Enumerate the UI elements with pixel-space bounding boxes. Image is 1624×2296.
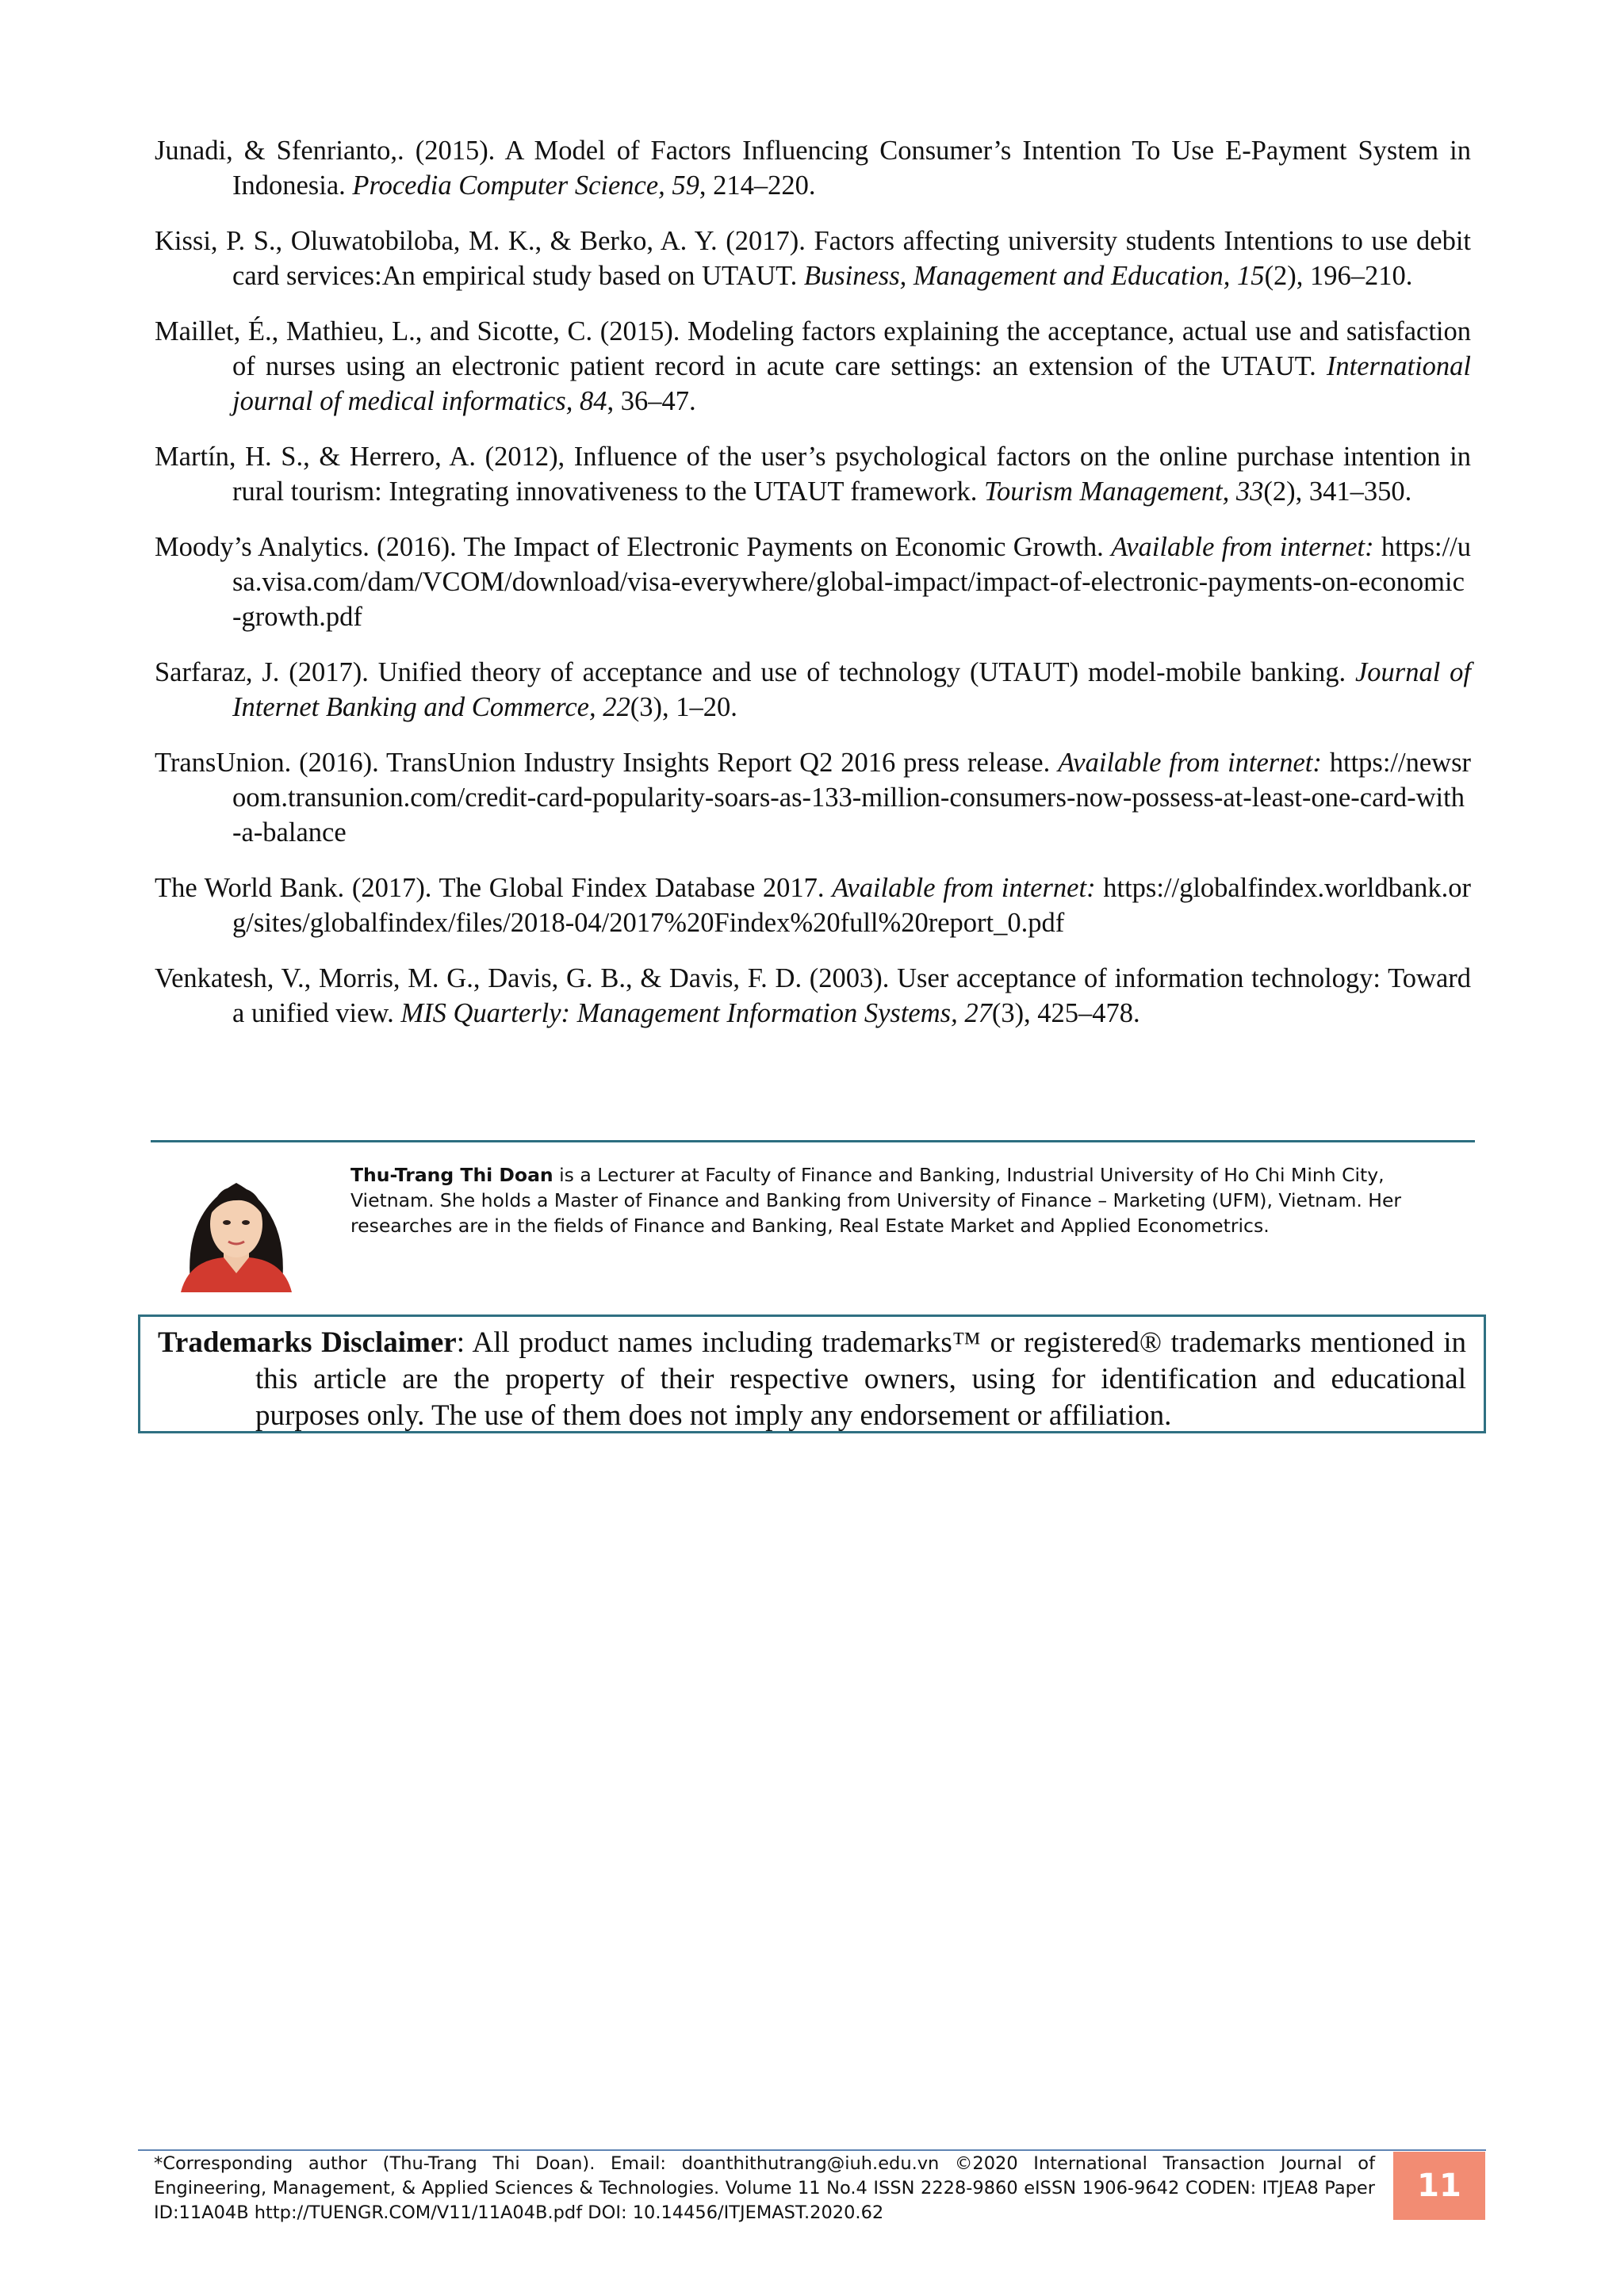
reference-url[interactable]: https://newsroom.transunion.com/credit-card-popularity-soars-as-133-million-consumers-now-possess-at-least-one-card-with-a-balance: [232, 748, 1471, 848]
reference-entry: Moody’s Analytics. (2016). The Impact of Electronic Payments on Economic Growth. Available from internet: https://usa.visa.com/dam/VCOM/download/visa-everywhere/global-impact/impact-of-electronic-payments-on-economic-growth.pdf: [155, 532, 1472, 632]
reference-entry: Sarfaraz, J. (2017). Unified theory of acceptance and use of technology (UTAUT) model-mobile banking. Journal of Internet Banking and Commerce, 22(3), 1–20.: [155, 657, 1471, 722]
footer-text: *Corresponding author (Thu-Trang Thi Doan). Email: doanthithutrang@iuh.edu.vn ©2020 International Transaction Journal of Engineering, Management, & Applied Sciences & Technologies. Volume 11 No.4 ISSN 2228-9860 eISSN 1906-9642 CODEN: ITJEA8 Paper ID:11A04B http://TUENGR.COM/V11/11A04B.pdf DOI: 10.14456/ITJEMAST.2020.62: [154, 2153, 1375, 2223]
reference-entry: Maillet, É., Mathieu, L., and Sicotte, C. (2015). Modeling factors explaining the acceptance, actual use and satisfaction of nurses using an electronic patient record in acute care settings: an extension of the UTAUT. International journal of medical informatics, 84, 36–47.: [155, 316, 1471, 416]
reference-list: [155, 133, 1471, 1051]
reference-url[interactable]: https://globalfindex.worldbank.org/sites/globalfindex/files/2018-04/2017%20Findex%20full%20report_0.pdf: [232, 873, 1471, 938]
page-number-badge: 11: [1393, 2152, 1485, 2220]
author-name: Thu-Trang Thi Doan: [350, 1164, 553, 1186]
reference-entry: Martín, H. S., & Herrero, A. (2012), Influence of the user’s psychological factors on the online purchase intention in rural tourism: Integrating innovativeness to the UTAUT framework. Tourism Management, 33(2), 341–350.: [155, 442, 1471, 507]
section-divider: [151, 1140, 1475, 1142]
trademarks-disclaimer-box: [138, 1314, 1486, 1433]
reference-entry: The World Bank. (2017). The Global Findex Database 2017. Available from internet: https://globalfindex.worldbank.org/sites/globalfindex/files/2018-04/2017%20Findex%20full%20report_0.pdf: [155, 873, 1471, 938]
author-bio: [350, 1162, 1473, 1238]
reference-entry: Venkatesh, V., Morris, M. G., Davis, G. B., & Davis, F. D. (2003). User acceptance of information technology: Toward a unified view. MIS Quarterly: Management Information Systems, 27(3), 425–478.: [155, 963, 1471, 1028]
reference-entry: Junadi, & Sfenrianto,. (2015). A Model of Factors Influencing Consumer’s Intention To Use E-Payment System in Indonesia. Procedia Computer Science, 59, 214–220.: [155, 136, 1471, 201]
disclaimer-title: Trademarks Disclaimer: [158, 1326, 457, 1359]
author-portrait-icon: [173, 1164, 300, 1292]
reference-url[interactable]: https://usa.visa.com/dam/VCOM/download/visa-everywhere/global-impact/impact-of-electronic-payments-on-economic-growth.pdf: [232, 532, 1472, 632]
reference-entry: TransUnion. (2016). TransUnion Industry Insights Report Q2 2016 press release. Available from internet: https://newsroom.transunion.com/credit-card-popularity-soars-as-133-million-consumers-now-possess-at-least-one-card-with-a-balance: [155, 748, 1471, 848]
reference-entry: Kissi, P. S., Oluwatobiloba, M. K., & Berko, A. Y. (2017). Factors affecting university students Intentions to use debit card services:An empirical study based on UTAUT. Business, Management and Education, 15(2), 196–210.: [155, 226, 1471, 291]
author-photo: [173, 1164, 300, 1292]
page-footer: [154, 2152, 1375, 2225]
footer-divider: [138, 2149, 1486, 2151]
disclaimer-text: Trademarks Disclaimer: All product names including trademarks™ or registered® trademarks mentioned in this article are the property of their respective owners, using for identification and educational purposes only. The use of them does not imply any endorsement or affiliation.: [158, 1326, 1467, 1432]
author-bio-text: is a Lecturer at Faculty of Finance and Banking, Industrial University of Ho Chi Minh City, Vietnam. She holds a Master of Finance and Banking from University of Finance – Marketing (UFM), Vietnam. Her researches are in the fields of Finance and Banking, Real Estate Market and Applied Econometrics.: [350, 1164, 1402, 1237]
